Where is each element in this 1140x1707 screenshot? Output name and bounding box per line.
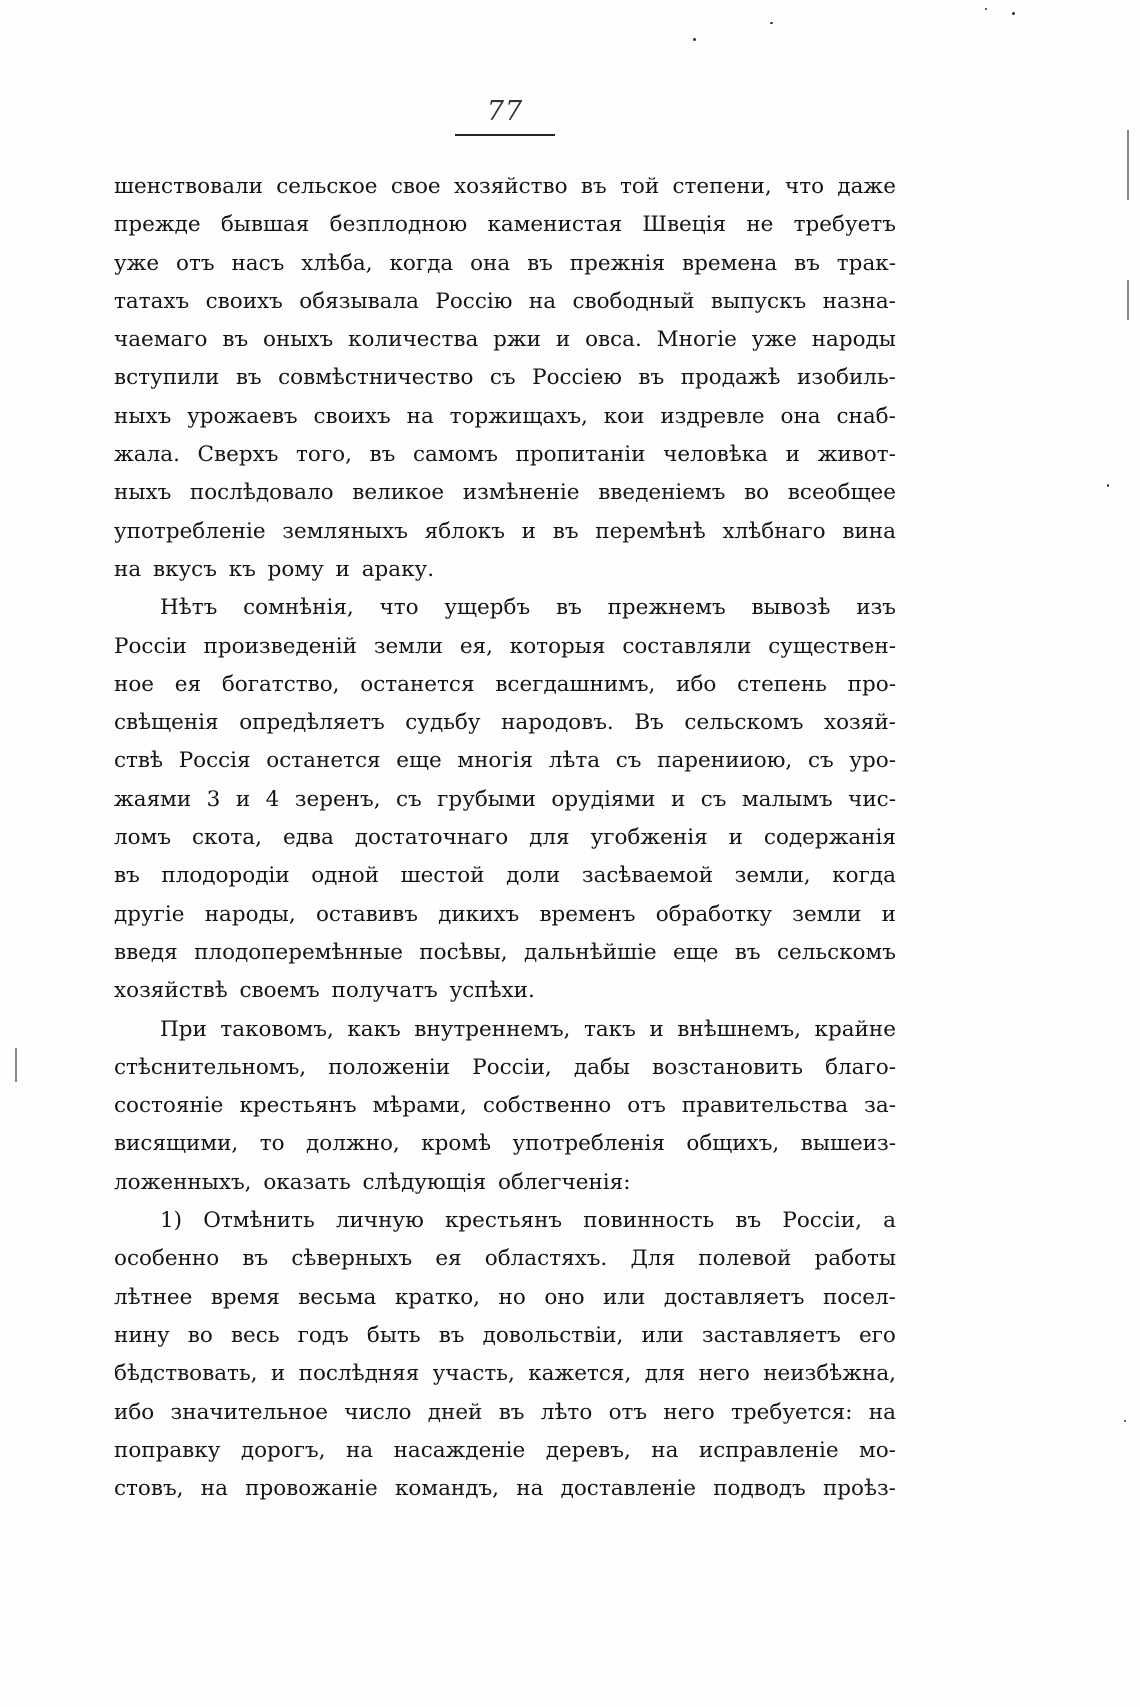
text-line: употребленіе земляныхъ яблокъ и въ перемѣнѣ хлѣбнаго вина	[114, 518, 896, 544]
text-line: на вкусъ къ рому и араку.	[114, 556, 435, 582]
header-rule	[455, 134, 555, 136]
text-line: 1) Отмѣнить личную крестьянъ повинность въ Россіи, а	[160, 1208, 896, 1234]
page-number: 77	[486, 96, 524, 127]
text-line: уже отъ насъ хлѣба, когда она въ прежнія времена въ трак-	[114, 250, 896, 276]
text-line: ибо значительное число дней въ лѣто отъ него требуется: на	[114, 1399, 896, 1425]
text-line: чаемаго въ оныхъ количества ржи и овса. Многіе уже народы	[114, 327, 896, 353]
scan-speck	[693, 38, 696, 41]
scan-edge-mark	[15, 1048, 17, 1082]
text-line: поправку дорогъ, на насажденіе деревъ, на исправленіе мо-	[114, 1437, 896, 1463]
scan-speck	[1124, 1420, 1126, 1422]
text-line: другіе народы, оставивъ дикихъ временъ обработку земли и	[114, 901, 896, 927]
text-line: хозяйствѣ своемъ получатъ успѣхи.	[114, 978, 535, 1004]
text-line: ствѣ Россія останется еще многія лѣта съ паренииою, съ уро-	[114, 748, 896, 774]
scan-speck	[985, 8, 987, 10]
text-line: ныхъ урожаевъ своихъ на торжищахъ, кои издревле она снаб-	[114, 403, 896, 429]
text-line: лѣтнее время весьма кратко, но оно или доставляетъ посел-	[114, 1284, 896, 1310]
text-line: висящими, то должно, кромѣ употребленія общихъ, вышеиз-	[114, 1131, 896, 1157]
text-line: шенствовали сельское свое хозяйство въ той степени, что даже	[114, 174, 896, 199]
scan-speck	[1012, 12, 1015, 15]
text-line: Нѣтъ сомнѣнія, что ущербъ въ прежнемъ вывозѣ изъ	[160, 595, 896, 621]
text-line: въ плодородіи одной шестой доли засѣваемой земли, когда	[114, 863, 896, 889]
scan-speck	[770, 22, 773, 24]
text-line: введя плодоперемѣнные посѣвы, дальнѣйшіе еще въ сельскомъ	[114, 939, 896, 965]
text-line: ложенныхъ, оказать слѣдующія облегченія:	[114, 1169, 631, 1195]
scan-edge-mark	[1127, 130, 1129, 200]
text-line: бѣдствовать, и послѣдняя участь, кажется, для него неизбѣжна,	[114, 1361, 896, 1387]
text-line: стѣснительномъ, положеніи Россіи, дабы возстановить благо-	[114, 1054, 896, 1080]
text-line: жаями 3 и 4 зеренъ, съ грубыми орудіями и съ малымъ чис-	[114, 786, 896, 812]
text-line: ломъ скота, едва достаточнаго для угобженія и содержанія	[114, 825, 896, 851]
scan-edge-mark	[1127, 280, 1129, 320]
text-line: свѣщенія опредѣляетъ судьбу народовъ. Въ сельскомъ хозяй-	[114, 710, 896, 736]
text-line: состояніе крестьянъ мѣрами, собственно отъ правительства за-	[114, 1093, 896, 1119]
body-text	[114, 168, 896, 1508]
text-line: жала. Сверхъ того, въ самомъ пропитаніи человѣка и живот-	[114, 442, 896, 468]
text-line: При таковомъ, какъ внутреннемъ, такъ и внѣшнемъ, крайне	[160, 1016, 896, 1042]
text-line: ное ея богатство, останется всегдашнимъ, ибо степень про-	[114, 671, 896, 697]
text-line: стовъ, на провожаніе командъ, на доставленіе подводъ проѣз-	[114, 1476, 896, 1502]
text-line: вступили въ совмѣстничество съ Россіею въ продажѣ изобиль-	[114, 365, 896, 391]
scan-speck	[1107, 484, 1109, 487]
text-line: особенно въ сѣверныхъ ея областяхъ. Для полевой работы	[114, 1246, 896, 1272]
text-line: ныхъ послѣдовало великое измѣненіе введеніемъ во всеобщее	[114, 480, 896, 506]
text-line: нину во весь годъ быть въ довольствіи, или заставляетъ его	[114, 1322, 896, 1348]
text-line: прежде бывшая безплодною каменистая Швеція не требуетъ	[114, 212, 896, 238]
text-line: татахъ своихъ обязывала Россію на свободный выпускъ назна-	[114, 288, 896, 314]
text-line: Россіи произведеній земли ея, которыя составляли существен-	[114, 633, 896, 659]
